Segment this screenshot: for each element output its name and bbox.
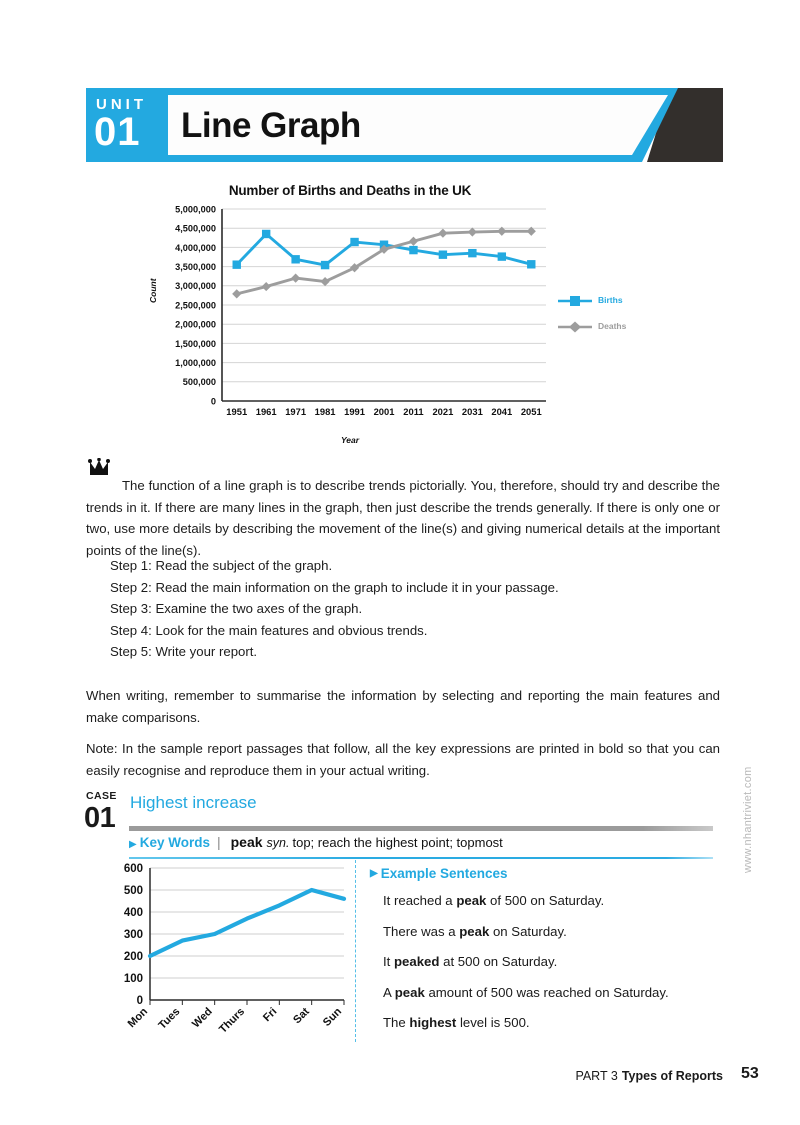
page-number: 53 xyxy=(741,1065,759,1082)
chart-data-point xyxy=(350,238,358,246)
chart-data-point xyxy=(321,261,329,269)
case-blue-divider xyxy=(129,857,713,859)
key-words-separator: | xyxy=(216,834,221,850)
chart-data-point xyxy=(468,227,477,236)
key-word-term: peak xyxy=(230,834,263,850)
chart-y-axis-label: Count xyxy=(148,278,158,303)
mini-chart-y-tick-label: 400 xyxy=(123,907,143,919)
step-line: Step 2: Read the main information on the graph to include it in your passage. xyxy=(110,579,559,595)
example-sentences-heading xyxy=(370,866,508,881)
legend-label-births: Births xyxy=(598,295,623,305)
chart-x-tick-label: 2051 xyxy=(520,406,542,417)
mini-chart-x-tick-label: Mon xyxy=(125,1005,151,1031)
step-line: Step 5: Write your report. xyxy=(110,644,258,659)
step-line: Step 3: Examine the two axes of the graph. xyxy=(110,601,363,616)
example-sentence: The highest level is 500. xyxy=(383,1015,530,1030)
step-line: Step 4: Look for the main features and obvious trends. xyxy=(110,622,428,638)
triangle-right-icon: ▶ xyxy=(129,839,137,850)
legend-item-deaths xyxy=(558,313,626,339)
mini-chart-x-tick-label: Wed xyxy=(190,1005,215,1031)
chart-data-point xyxy=(438,229,447,238)
chart-data-point xyxy=(409,237,418,246)
case-grey-divider xyxy=(129,826,713,831)
mini-chart-y-tick-label: 100 xyxy=(123,973,143,985)
chart-x-tick-label: 2001 xyxy=(373,406,395,417)
chart-x-tick-label: 2031 xyxy=(461,406,483,417)
chart-x-tick-label: 1991 xyxy=(344,406,365,417)
chart-data-point xyxy=(468,249,476,257)
chart-data-point xyxy=(320,277,329,286)
footer-part: PART 3 xyxy=(575,1069,618,1083)
chart-data-point xyxy=(291,274,300,283)
chart-x-tick-label: 1971 xyxy=(285,406,307,417)
chart-x-tick-label: 1981 xyxy=(314,406,336,417)
chart-x-tick-label: 2011 xyxy=(403,406,424,417)
unit-header-banner xyxy=(86,88,723,162)
chart-data-point xyxy=(527,260,535,268)
chart-y-tick-label: 5,000,000 xyxy=(175,204,216,215)
watermark: www.nhantriviet.com xyxy=(742,766,754,873)
chart-data-point xyxy=(409,246,417,254)
note-paragraph: Note: In the sample report passages that follow, all the key expressions are printed in bold so that you can easily recognise and reproduce them in your actual writing. xyxy=(86,741,720,778)
steps-list xyxy=(110,555,720,663)
mini-chart-x-tick-label: Thurs xyxy=(217,1005,248,1036)
key-words-row xyxy=(129,834,503,850)
chart-title: Number of Births and Deaths in the UK xyxy=(228,183,472,198)
chart-data-point xyxy=(262,282,271,291)
example-sentence: There was a peak on Saturday. xyxy=(383,923,567,939)
chart-y-tick-label: 4,500,000 xyxy=(175,223,216,234)
chart-y-tick-label: 2,000,000 xyxy=(175,319,216,330)
key-words-label: Key Words xyxy=(139,835,210,850)
example-sentence: A peak amount of 500 was reached on Saturday. xyxy=(383,984,669,1000)
mini-chart-y-tick-label: 300 xyxy=(123,929,143,941)
chart-y-tick-label: 1,500,000 xyxy=(175,338,216,349)
chart-y-tick-label: 4,000,000 xyxy=(175,242,216,253)
case-title: Highest increase xyxy=(130,793,257,812)
chart-x-tick-label: 2041 xyxy=(491,406,513,417)
chart-y-tick-label: 1,000,000 xyxy=(175,358,216,368)
mini-chart-y-tick-label: 500 xyxy=(123,885,143,897)
chart-legend xyxy=(558,287,626,339)
mini-chart-y-tick-label: 600 xyxy=(123,863,143,875)
mini-chart-x-tick-label: Sun xyxy=(320,1005,345,1029)
step-line: Step 1: Read the subject of the graph. xyxy=(110,558,333,573)
example-sentences-heading-label: Example Sentences xyxy=(380,866,508,881)
mini-chart xyxy=(104,862,349,1042)
chart-y-tick-label: 3,500,000 xyxy=(175,262,216,272)
chart-y-tick-label: 0 xyxy=(210,396,216,407)
example-sentence: It peaked at 500 on Saturday. xyxy=(383,954,558,969)
legend-label-deaths: Deaths xyxy=(598,321,627,331)
mini-chart-x-tick-label: Tues xyxy=(156,1005,183,1032)
chart-y-tick-label: 3,000,000 xyxy=(175,281,216,292)
intro-paragraph: The function of a line graph is to describe trends pictorially. You, therefore, should try and describe the trends in it. If there are many lines in the graph, then just describe the trends generally. If there is only one or two, use more details by describing the movement of the line(s) and giving numerical details at the important points of the line(s). xyxy=(86,478,720,558)
chart-x-tick-label: 1961 xyxy=(255,406,277,417)
mini-chart-x-tick-label: Fri xyxy=(261,1005,280,1025)
triangle-right-icon: ▶ xyxy=(370,868,378,879)
when-writing-paragraph: When writing, remember to summarise the information by selecting and reporting the main features and make comparisons. xyxy=(86,688,720,725)
legend-swatch-births xyxy=(558,294,592,306)
unit-word: UNIT xyxy=(96,96,147,113)
chart-x-tick-label: 2021 xyxy=(432,406,454,417)
unit-number: 01 xyxy=(94,110,141,154)
footer xyxy=(0,1069,723,1083)
example-sentences-list xyxy=(383,892,723,1045)
key-word-definition: top; reach the highest point; topmost xyxy=(292,835,503,850)
legend-item-births xyxy=(558,287,626,313)
mini-chart-y-tick-label: 0 xyxy=(136,995,143,1007)
mini-chart-y-tick-label: 200 xyxy=(123,951,143,963)
case-vertical-dashed-divider xyxy=(355,860,356,1042)
chart-data-point xyxy=(232,289,241,298)
main-chart xyxy=(150,183,670,451)
chart-y-tick-label: 2,500,000 xyxy=(175,300,216,311)
chart-data-point xyxy=(291,255,299,263)
example-sentence: It reached a peak of 500 on Saturday. xyxy=(383,893,605,908)
legend-swatch-deaths xyxy=(558,320,592,332)
chart-plot-area xyxy=(150,201,550,441)
footer-section: Types of Reports xyxy=(621,1069,723,1083)
chart-x-tick-label: 1951 xyxy=(226,406,248,417)
case-number: 01 xyxy=(84,802,116,834)
chart-y-tick-label: 500,000 xyxy=(182,377,216,388)
page-title: Line Graph xyxy=(181,106,361,145)
key-word-syn-marker: syn. xyxy=(266,836,290,850)
chart-data-point xyxy=(439,250,447,258)
chart-x-axis-label: Year xyxy=(340,435,360,445)
chart-data-point xyxy=(262,230,270,238)
case-label: CASE xyxy=(86,790,117,802)
mini-chart-x-tick-label: Sat xyxy=(291,1005,312,1027)
chart-data-point xyxy=(233,260,241,268)
chart-data-point xyxy=(498,252,506,260)
